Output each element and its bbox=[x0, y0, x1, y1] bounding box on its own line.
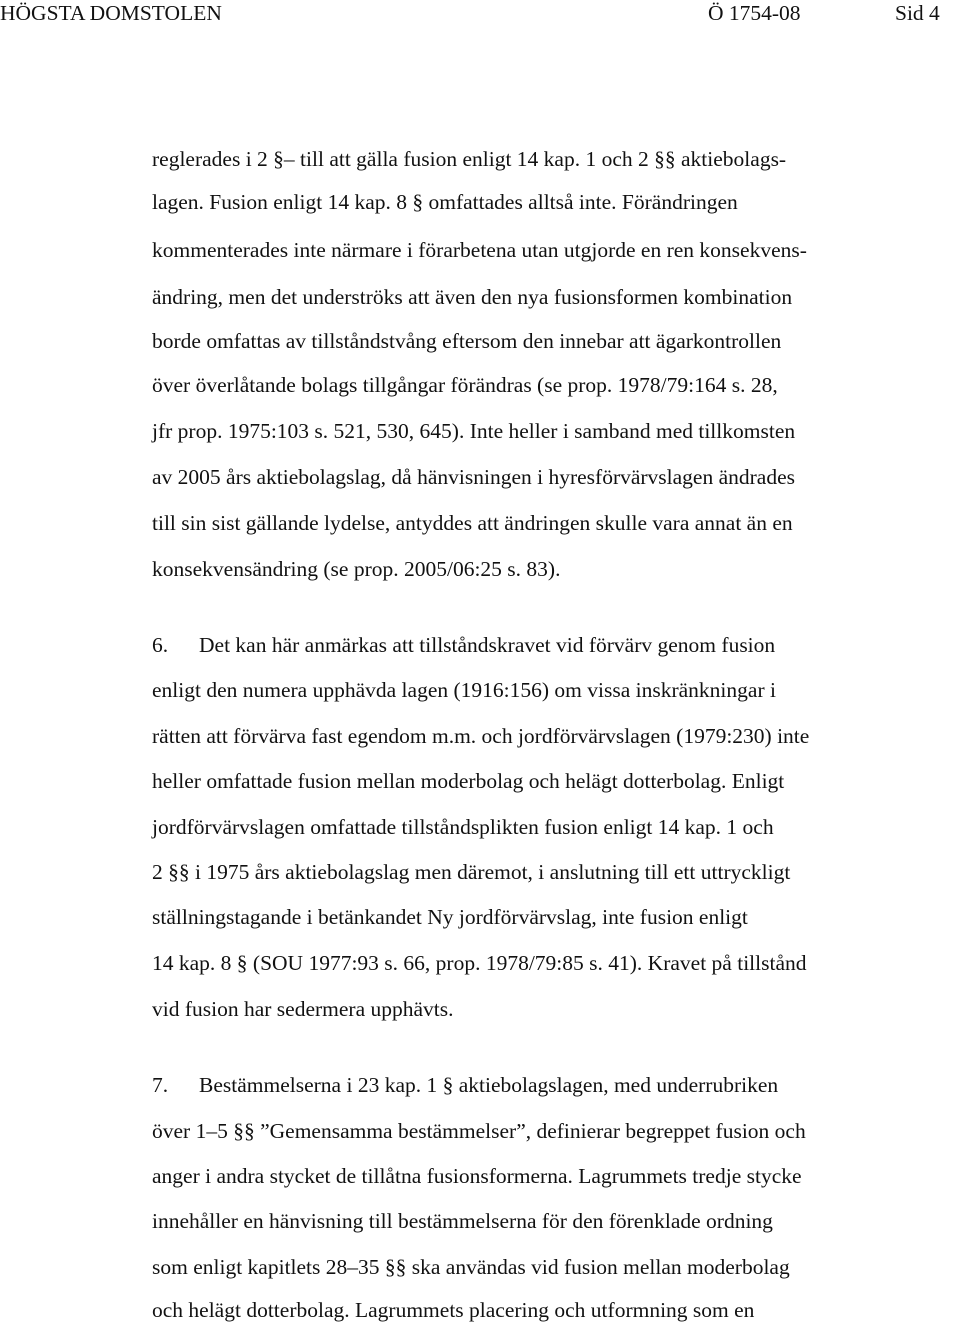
text-line: borde omfattas av tillståndstvång eftersom den innebar att ägarkontrollen bbox=[152, 329, 782, 353]
text-line: som enligt kapitlets 28–35 §§ ska användas vid fusion mellan moderbolag bbox=[152, 1255, 790, 1279]
text-line: rätten att förvärva fast egendom m.m. och jordförvärvslagen (1979:230) inte bbox=[152, 724, 810, 748]
text-line: jordförvärvslagen omfattade tillståndsplikten fusion enligt 14 kap. 1 och bbox=[152, 815, 774, 839]
text-line: vid fusion har sedermera upphävts. bbox=[152, 997, 454, 1021]
text-line: ställningstagande i betänkandet Ny jordförvärvslag, inte fusion enligt bbox=[152, 905, 748, 929]
text-line: till sin sist gällande lydelse, antyddes att ändringen skulle vara annat än en bbox=[152, 511, 793, 535]
text-line: konsekvensändring (se prop. 2005/06:25 s. 83). bbox=[152, 557, 561, 581]
text-line: över överlåtande bolags tillgångar förändras (se prop. 1978/79:164 s. 28, bbox=[152, 373, 778, 397]
text-line: ändring, men det underströks att även den nya fusionsformen kombination bbox=[152, 285, 793, 309]
text-line: jfr prop. 1975:103 s. 521, 530, 645). Inte heller i samband med tillkomsten bbox=[152, 419, 796, 443]
text-line: över 1–5 §§ ”Gemensamma bestämmelser”, definierar begreppet fusion och bbox=[152, 1119, 806, 1143]
text-line: enligt den numera upphävda lagen (1916:156) om vissa inskränkningar i bbox=[152, 678, 776, 702]
text-line: heller omfattade fusion mellan moderbolag och helägt dotterbolag. Enligt bbox=[152, 769, 785, 793]
court-name: HÖGSTA DOMSTOLEN bbox=[0, 1, 222, 25]
text-line: 14 kap. 8 § (SOU 1977:93 s. 66, prop. 1978/79:85 s. 41). Kravet på tillstånd bbox=[152, 951, 807, 975]
text-line: Det kan här anmärkas att tillståndskravet vid förvärv genom fusion bbox=[199, 633, 776, 657]
case-number: Ö 1754-08 bbox=[708, 1, 801, 25]
text-line: och helägt dotterbolag. Lagrummets placering och utformning som en bbox=[152, 1298, 755, 1322]
text-line: lagen. Fusion enligt 14 kap. 8 § omfattades alltså inte. Förändringen bbox=[152, 190, 738, 214]
text-line: anger i andra stycket de tillåtna fusionsformerna. Lagrummets tredje stycke bbox=[152, 1164, 802, 1188]
text-line: innehåller en hänvisning till bestämmelserna för den förenklade ordning bbox=[152, 1209, 773, 1233]
text-line: Bestämmelserna i 23 kap. 1 § aktiebolagslagen, med underrubriken bbox=[199, 1073, 779, 1097]
text-line: av 2005 års aktiebolagslag, då hänvisningen i hyresförvärvslagen ändrades bbox=[152, 465, 796, 489]
paragraph-number: 6. bbox=[152, 633, 169, 657]
paragraph-number: 7. bbox=[152, 1073, 169, 1097]
text-line: 2 §§ i 1975 års aktiebolagslag men däremot, i anslutning till ett uttryckligt bbox=[152, 860, 791, 884]
text-line: kommenterades inte närmare i förarbetena utan utgjorde en ren konsekvens- bbox=[152, 238, 807, 262]
text-line: reglerades i 2 §– till att gälla fusion enligt 14 kap. 1 och 2 §§ aktiebolags- bbox=[152, 147, 787, 171]
page-number: Sid 4 bbox=[895, 1, 940, 25]
